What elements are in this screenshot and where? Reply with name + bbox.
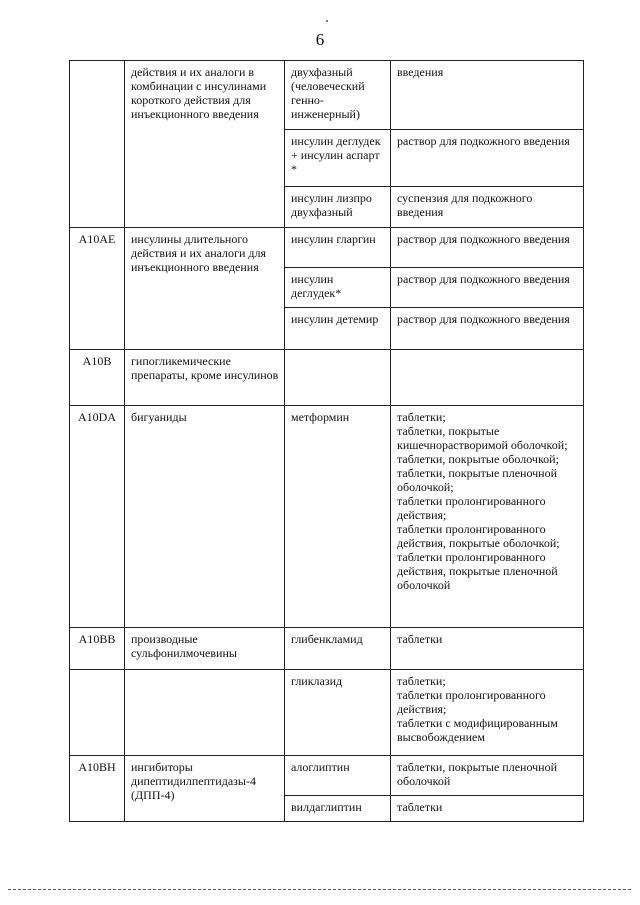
drug-cell: инсулин детемир (285, 308, 391, 350)
footer-rule (8, 889, 632, 890)
form-cell: введения (391, 61, 584, 130)
form-cell: суспензия для подкожного введения (391, 187, 584, 228)
drug-cell: вилдаглиптин (285, 796, 391, 822)
table-row (70, 61, 584, 130)
atc-code-cell: A10DA (70, 406, 125, 628)
group-cell: гипогликемические препараты, кроме инсулинов (125, 350, 285, 406)
table-row (70, 756, 584, 796)
atc-code-cell (70, 670, 125, 756)
group-cell: производные сульфонилмочевины (125, 628, 285, 670)
group-cell: инсулины длительного действия и их аналоги для инъекционного введения (125, 228, 285, 350)
atc-code-cell: A10BH (70, 756, 125, 822)
group-cell: ингибиторы дипептидилпептидазы-4 (ДПП-4) (125, 756, 285, 822)
atc-code-cell: A10B (70, 350, 125, 406)
table-row (70, 350, 584, 406)
drug-cell: инсулин деглудек* (285, 268, 391, 308)
form-cell: раствор для подкожного введения (391, 228, 584, 268)
drug-cell: гликлазид (285, 670, 391, 756)
drug-cell: инсулин гларгин (285, 228, 391, 268)
table-row (70, 406, 584, 628)
drug-cell: алоглиптин (285, 756, 391, 796)
table-row (70, 628, 584, 670)
form-cell: раствор для подкожного введения (391, 130, 584, 187)
drug-cell: глибенкламид (285, 628, 391, 670)
group-cell (125, 670, 285, 756)
form-cell: таблетки (391, 796, 584, 822)
form-cell (391, 350, 584, 406)
group-cell: действия и их аналоги в комбинации с инсулинами короткого действия для инъекционного введения (125, 61, 285, 228)
form-cell: таблетки; таблетки пролонгированного действия; таблетки с модифицированным высвобождением (391, 670, 584, 756)
page-number: 6 (315, 30, 325, 49)
scan-speck (326, 20, 328, 22)
form-cell: таблетки, покрытые пленочной оболочкой (391, 756, 584, 796)
form-cell: раствор для подкожного введения (391, 268, 584, 308)
form-cell: раствор для подкожного введения (391, 308, 584, 350)
drug-cell: двухфазный (человеческий генно-инженерный) (285, 61, 391, 130)
drug-cell: инсулин деглудек + инсулин аспарт * (285, 130, 391, 187)
group-cell: бигуаниды (125, 406, 285, 628)
form-cell: таблетки (391, 628, 584, 670)
drug-cell: метформин (285, 406, 391, 628)
table-row (70, 228, 584, 268)
drug-cell (285, 350, 391, 406)
atc-code-cell (70, 61, 125, 228)
drug-cell: инсулин лизпро двухфазный (285, 187, 391, 228)
form-cell: таблетки; таблетки, покрытые кишечнорастворимой оболочкой; таблетки, покрытые оболочкой; таблетки, покрытые пленочной оболочкой; таблетки пролонгированного действия; таблетки пролонгированного действия, покрытые оболочкой; таблетки пролонгированного действия, покрытые пленочной оболочкой (391, 406, 584, 628)
table-row (70, 670, 584, 756)
atc-code-cell: A10BB (70, 628, 125, 670)
drug-table (69, 60, 584, 822)
atc-code-cell: A10AE (70, 228, 125, 350)
